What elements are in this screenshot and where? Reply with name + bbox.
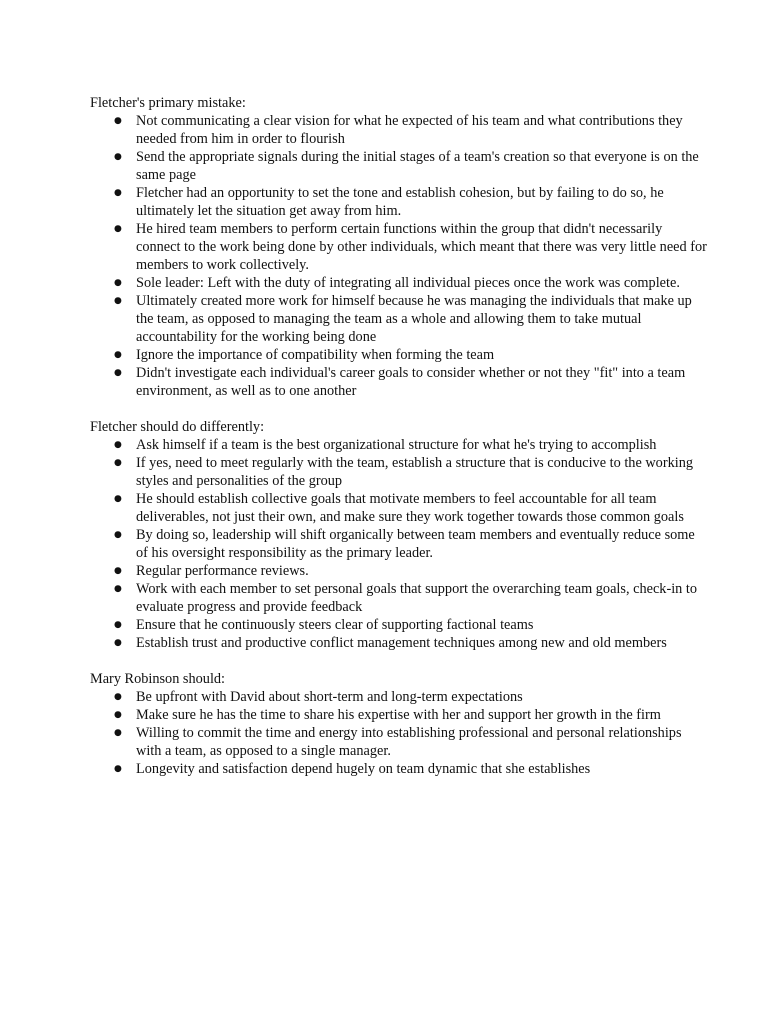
bullet-icon: ● [114, 350, 122, 360]
bullet-icon: ● [114, 440, 122, 450]
list-item-text: Not communicating a clear vision for what he expected of his team and what contributions they needed from him in order to flourish [136, 113, 683, 147]
list-item [90, 526, 708, 562]
list-item-text: If yes, need to meet regularly with the team, establish a structure that is conducive to the working styles and personalities of the group [136, 455, 694, 489]
list-item [90, 220, 708, 274]
list-item-text: Establish trust and productive conflict management techniques among new and old members [136, 635, 667, 651]
bullet-icon: ● [114, 566, 122, 576]
list-item [90, 706, 708, 724]
list-item-text: Ultimately created more work for himself because he was managing the individuals that make up the team, as opposed to managing the team as a whole and allowing them to take mutual accountability for the working being done [136, 293, 692, 345]
bullet-icon: ● [114, 278, 122, 288]
list-item [90, 454, 708, 490]
list-item [90, 436, 708, 454]
bullet-icon: ● [114, 530, 122, 540]
list-item-text: He should establish collective goals that motivate members to feel accountable for all team deliverables, not just their own, and make sure they work together towards those common goals [136, 491, 684, 525]
list-item [90, 616, 708, 634]
section-mary-robinson [90, 670, 708, 778]
bullet-icon: ● [114, 116, 122, 126]
list-item-text: Fletcher had an opportunity to set the tone and establish cohesion, but by failing to do so, he ultimately let the situation get away from him. [136, 185, 664, 219]
list-item-text: Work with each member to set personal goals that support the overarching team goals, check-in to evaluate progress and provide feedback [136, 581, 698, 615]
list-item [90, 274, 708, 292]
list-item [90, 184, 708, 220]
bullet-icon: ● [114, 368, 122, 378]
bullet-icon: ● [114, 188, 122, 198]
bullet-icon: ● [114, 620, 122, 630]
list-item-text: Make sure he has the time to share his expertise with her and support her growth in the firm [136, 707, 661, 723]
list-item [90, 490, 708, 526]
list-item [90, 292, 708, 346]
section-heading: Fletcher should do differently: [90, 419, 265, 435]
section-primary-mistake [90, 94, 708, 400]
list-item-text: Willing to commit the time and energy into establishing professional and personal relationships with a team, as opposed to a single manager. [136, 725, 682, 759]
list-item-text: Didn't investigate each individual's career goals to consider whether or not they "fit" into a team environment, as well as to one another [136, 365, 686, 399]
list-item [90, 562, 708, 580]
bullet-list [90, 688, 708, 778]
list-item [90, 634, 708, 652]
bullet-icon: ● [114, 224, 122, 234]
list-item [90, 112, 708, 148]
bullet-list [90, 112, 708, 400]
list-item-text: Ignore the importance of compatibility when forming the team [136, 347, 495, 363]
list-item [90, 760, 708, 778]
bullet-icon: ● [114, 152, 122, 162]
bullet-icon: ● [114, 728, 122, 738]
list-item [90, 688, 708, 706]
list-item-text: He hired team members to perform certain functions within the group that didn't necessarily connect to the work being done by other individuals, which meant that there was very little need for members to work collectively. [136, 221, 707, 273]
list-item [90, 724, 708, 760]
list-item [90, 346, 708, 364]
list-item-text: Ensure that he continuously steers clear of supporting factional teams [136, 617, 534, 633]
bullet-icon: ● [114, 296, 122, 306]
section-heading: Fletcher's primary mistake: [90, 95, 246, 111]
bullet-list [90, 436, 708, 652]
list-item [90, 580, 708, 616]
list-item-text: Regular performance reviews. [136, 563, 309, 579]
bullet-icon: ● [114, 458, 122, 468]
list-item-text: Send the appropriate signals during the initial stages of a team's creation so that everyone is on the same page [136, 149, 699, 183]
list-item [90, 148, 708, 184]
list-item-text: Longevity and satisfaction depend hugely on team dynamic that she establishes [136, 761, 591, 777]
bullet-icon: ● [114, 584, 122, 594]
section-do-differently [90, 418, 708, 652]
section-heading: Mary Robinson should: [90, 671, 226, 687]
bullet-icon: ● [114, 692, 122, 702]
bullet-icon: ● [114, 764, 122, 774]
list-item-text: Sole leader: Left with the duty of integrating all individual pieces once the work was complete. [136, 275, 680, 291]
list-item-text: By doing so, leadership will shift organically between team members and eventually reduce some of his oversight responsibility as the primary leader. [136, 527, 695, 561]
bullet-icon: ● [114, 638, 122, 648]
list-item [90, 364, 708, 400]
bullet-icon: ● [114, 710, 122, 720]
list-item-text: Be upfront with David about short-term and long-term expectations [136, 689, 523, 705]
bullet-icon: ● [114, 494, 122, 504]
list-item-text: Ask himself if a team is the best organizational structure for what he's trying to accomplish [136, 437, 657, 453]
